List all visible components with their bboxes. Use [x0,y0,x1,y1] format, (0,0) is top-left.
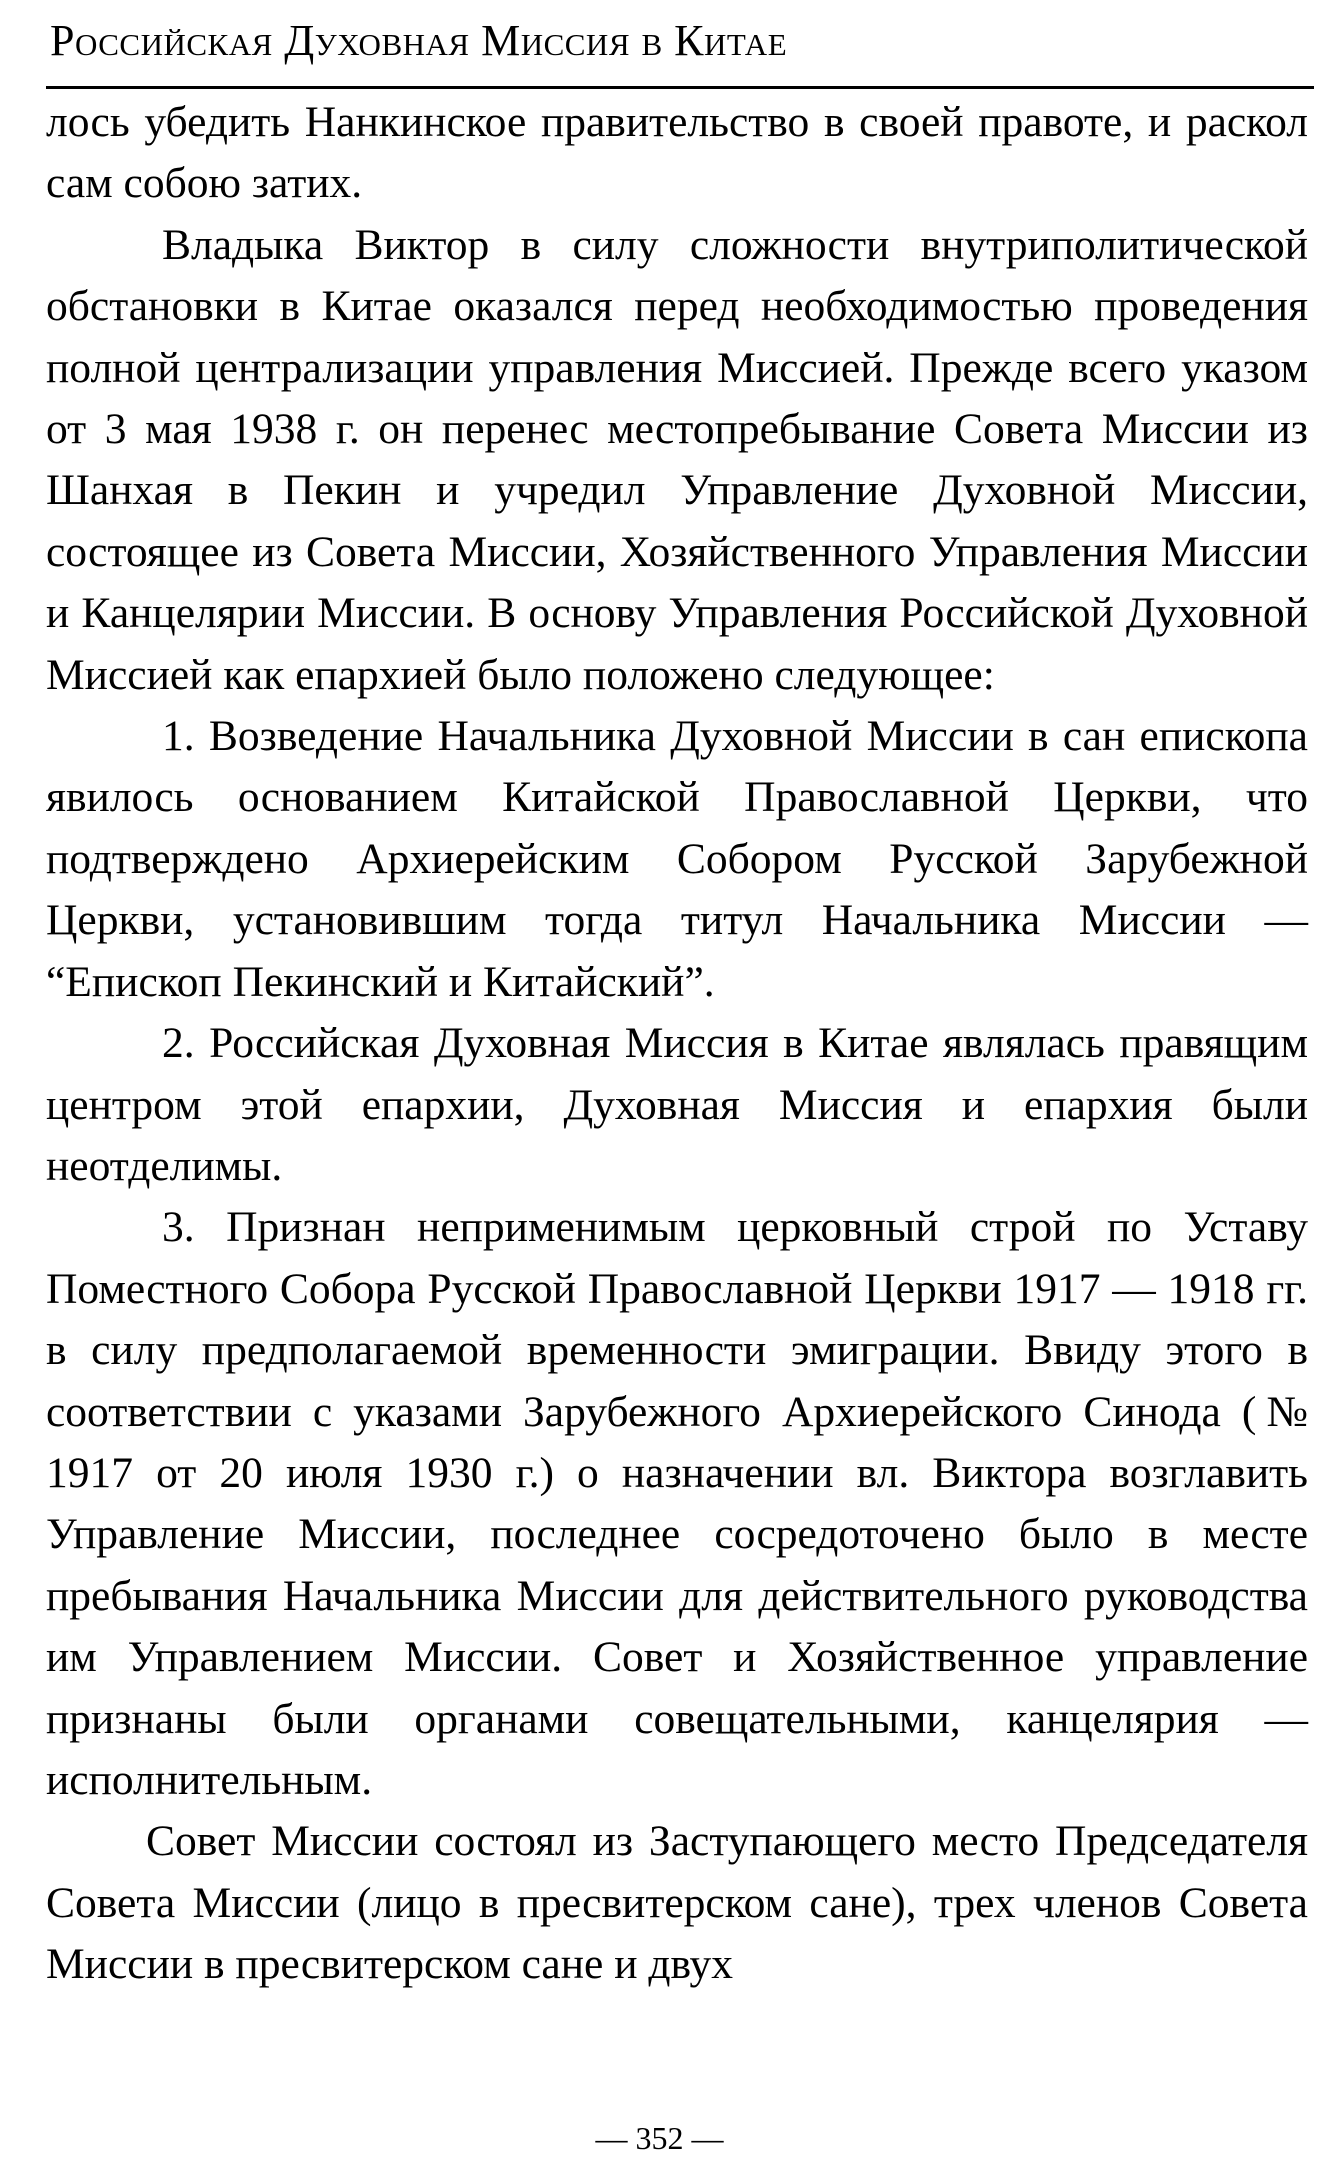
numbered-paragraph: 2. Российская Духовная Миссия в Китае являлась правящим центром этой епархии, Духовная Миссия и епархия были неотделимы. [46,1019,1308,1190]
page-number: — 352 — [595,2120,724,2156]
header-rule [46,86,1314,89]
paragraph: Совет Миссии состоял из Заступающего место Председателя Совета Миссии (лицо в пресвитерском сане), трех членов Совета Миссии в пресвитерском сане и двух [46,1817,1308,1989]
paragraph-continuation: лось убедить Нанкинское правительство в своей правоте, и раскол сам собою затих. [46,98,1308,208]
body-text [46,92,1308,1996]
numbered-paragraph: 3. Признан неприменимым церковный строй по Уставу Поместного Собора Русской Православной Церкви 1917 — 1918 гг. в силу предполагаемой временности эмиграции. Ввиду этого в соответствии с указами Зарубежного Архиерейского Синода (№ 1917 от 20 июля 1930 г.) о назначении вл. Виктора возглавить Управление Миссии, последнее сосредоточено было в месте пребывания Начальника Миссии для действительного руководства им Управлением Миссии. Совет и Хозяйственное управление признаны были органами совещательными, канцелярия —исполнительным. [46,1203,1308,1804]
running-title: Российская Духовная Миссия в Китае [50,16,788,65]
numbered-paragraph: 1. Возведение Начальника Духовной Миссии в сан епископа явилось основанием Китайской Православной Церкви, что подтверждено Архиерейским Собором Русской Зарубежной Церкви, установившим тогда титул Начальника Миссии — “Епископ Пекинский и Китайский”. [46,712,1308,1006]
paragraph: Владыка Виктор в силу сложности внутриполитической обстановки в Китае оказался перед необходимостью проведения полной централизации управления Миссией. Прежде всего указом от 3 мая 1938 г. он перенес местопребывание Совета Миссии из Шанхая в Пекин и учредил Управление Духовной Миссии, состоящее из Совета Миссии, Хозяйственного Управления Миссии и Канцелярии Миссии. В основу Управления Российской Духовной Миссией как епархией было положено следующее: [46,220,1308,699]
